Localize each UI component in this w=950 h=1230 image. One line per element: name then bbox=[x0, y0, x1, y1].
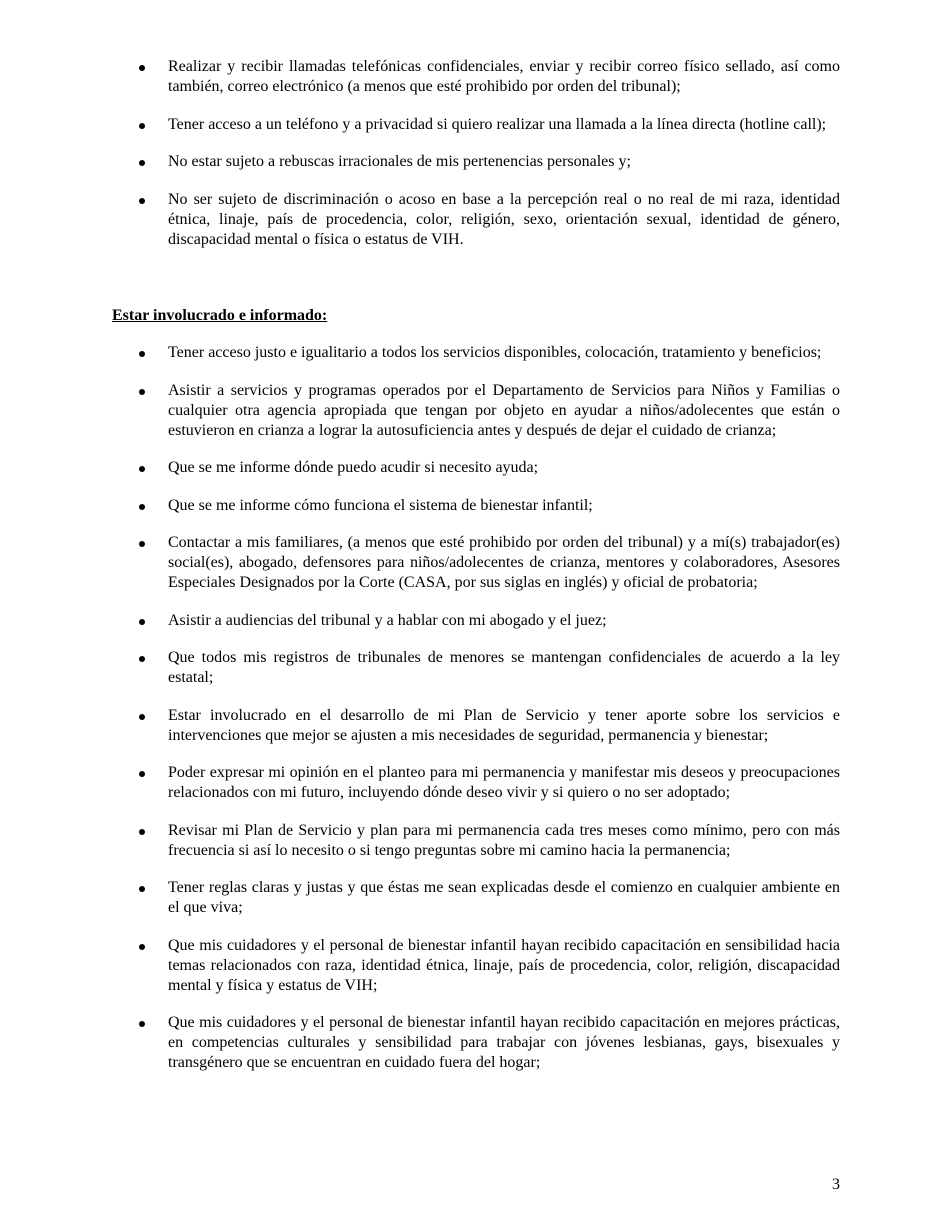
bullet-icon bbox=[139, 829, 145, 835]
bullet-icon bbox=[139, 466, 145, 472]
bullet-icon bbox=[139, 198, 145, 204]
bullet-icon bbox=[139, 504, 145, 510]
list-item-text: Que mis cuidadores y el personal de bienestar infantil hayan recibido capacitación en sensibilidad hacia temas relacionados con raza, identidad étnica, linaje, país de procedencia, color, religión, discapacidad mental y física y estatus de VIH; bbox=[168, 936, 840, 994]
rights-list-involved bbox=[112, 343, 840, 1091]
list-item-text: Tener acceso a un teléfono y a privacidad si quiero realizar una llamada a la línea directa (hotline call); bbox=[168, 115, 827, 133]
bullet-icon bbox=[139, 160, 145, 166]
bullet-icon bbox=[139, 389, 145, 395]
list-item bbox=[112, 458, 840, 478]
list-item-text: Tener acceso justo e igualitario a todos los servicios disponibles, colocación, tratamiento y beneficios; bbox=[168, 344, 822, 361]
bullet-icon bbox=[139, 656, 145, 662]
list-item-text: Que todos mis registros de tribunales de menores se mantengan confidenciales de acuerdo a la ley estatal; bbox=[168, 649, 840, 686]
rights-list-top bbox=[112, 57, 840, 267]
section-heading: Estar involucrado e informado: bbox=[112, 307, 328, 324]
list-item bbox=[112, 821, 840, 861]
list-item-text: Asistir a servicios y programas operados por el Departamento de Servicios para Niños y Familias o cualquier otra agencia apropiada que tengan por objeto en ayudar a niños/adolecentes que están o estuvieron en crianza a lograr la autosuficiencia antes y después de dejar el cuidado de crianza; bbox=[168, 381, 840, 439]
list-item-text: Estar involucrado en el desarrollo de mi Plan de Servicio y tener aporte sobre los servicios e intervenciones que mejor se ajusten a mis necesidades de seguridad, permanencia y bienestar; bbox=[168, 706, 840, 744]
list-item-text: Tener reglas claras y justas y que éstas me sean explicadas desde el comienzo en cualquier ambiente en el que viva; bbox=[168, 879, 840, 916]
list-item bbox=[112, 57, 840, 97]
list-item-text: Que se me informe cómo funciona el sistema de bienestar infantil; bbox=[168, 496, 593, 514]
list-item bbox=[112, 1013, 840, 1073]
list-item bbox=[112, 190, 840, 250]
list-item bbox=[112, 878, 840, 918]
bullet-icon bbox=[139, 123, 145, 129]
list-item bbox=[112, 343, 840, 363]
bullet-icon bbox=[139, 944, 145, 950]
list-item bbox=[112, 496, 840, 516]
list-item bbox=[112, 533, 840, 593]
list-item-text: Que mis cuidadores y el personal de bienestar infantil hayan recibido capacitación en mejores prácticas, en competencias culturales y sensibilidad para trabajar con jóvenes lesbianas, gays, bisexuales y transgénero que se encuentran en cuidado fuera del hogar; bbox=[168, 1014, 840, 1071]
list-item-text: Revisar mi Plan de Servicio y plan para mi permanencia cada tres meses como mínimo, pero con más frecuencia si así lo necesito o si tengo preguntas sobre mi camino hacia la permanencia; bbox=[168, 821, 840, 859]
bullet-icon bbox=[139, 714, 145, 720]
list-item-text: Contactar a mis familiares, (a menos que esté prohibido por orden del tribunal) y a mí(s) trabajador(es) social(es), abogado, defensores para niños/adolecentes de crianza, mentores y colaboradores, Asesores Especiales Designados por la Corte (CASA, por sus siglas en inglés) y oficial de probatoria; bbox=[168, 534, 840, 591]
bullet-icon bbox=[139, 541, 145, 547]
list-item bbox=[112, 152, 840, 172]
list-item bbox=[112, 936, 840, 996]
bullet-icon bbox=[139, 351, 145, 357]
list-item bbox=[112, 611, 840, 631]
list-item-text: No estar sujeto a rebuscas irracionales de mis pertenencias personales y; bbox=[168, 153, 631, 170]
bullet-icon bbox=[139, 771, 145, 777]
list-item bbox=[112, 648, 840, 688]
list-item bbox=[112, 115, 840, 135]
list-item bbox=[112, 706, 840, 746]
list-item-text: Asistir a audiencias del tribunal y a hablar con mi abogado y el juez; bbox=[168, 611, 607, 629]
list-item-text: No ser sujeto de discriminación o acoso en base a la percepción real o no real de mi raza, identidad étnica, linaje, país de procedencia, color, religión, sexo, orientación sexual, identidad de género, discapacidad mental o física o estatus de VIH. bbox=[168, 190, 840, 248]
bullet-icon bbox=[139, 1021, 145, 1027]
list-item-text: Realizar y recibir llamadas telefónicas confidenciales, enviar y recibir correo físico sellado, así como también, correo electrónico (a menos que esté prohibido por orden del tribunal); bbox=[168, 58, 840, 95]
bullet-icon bbox=[139, 619, 145, 625]
list-item bbox=[112, 381, 840, 441]
bullet-icon bbox=[139, 886, 145, 892]
page-number: 3 bbox=[832, 1176, 840, 1193]
list-item bbox=[112, 763, 840, 803]
list-item-text: Poder expresar mi opinión en el planteo para mi permanencia y manifestar mis deseos y preocupaciones relacionados con mi futuro, incluyendo dónde deseo vivir y si quiero o no ser adoptado; bbox=[168, 764, 840, 801]
list-item-text: Que se me informe dónde puedo acudir si necesito ayuda; bbox=[168, 459, 539, 476]
bullet-icon bbox=[139, 65, 145, 71]
